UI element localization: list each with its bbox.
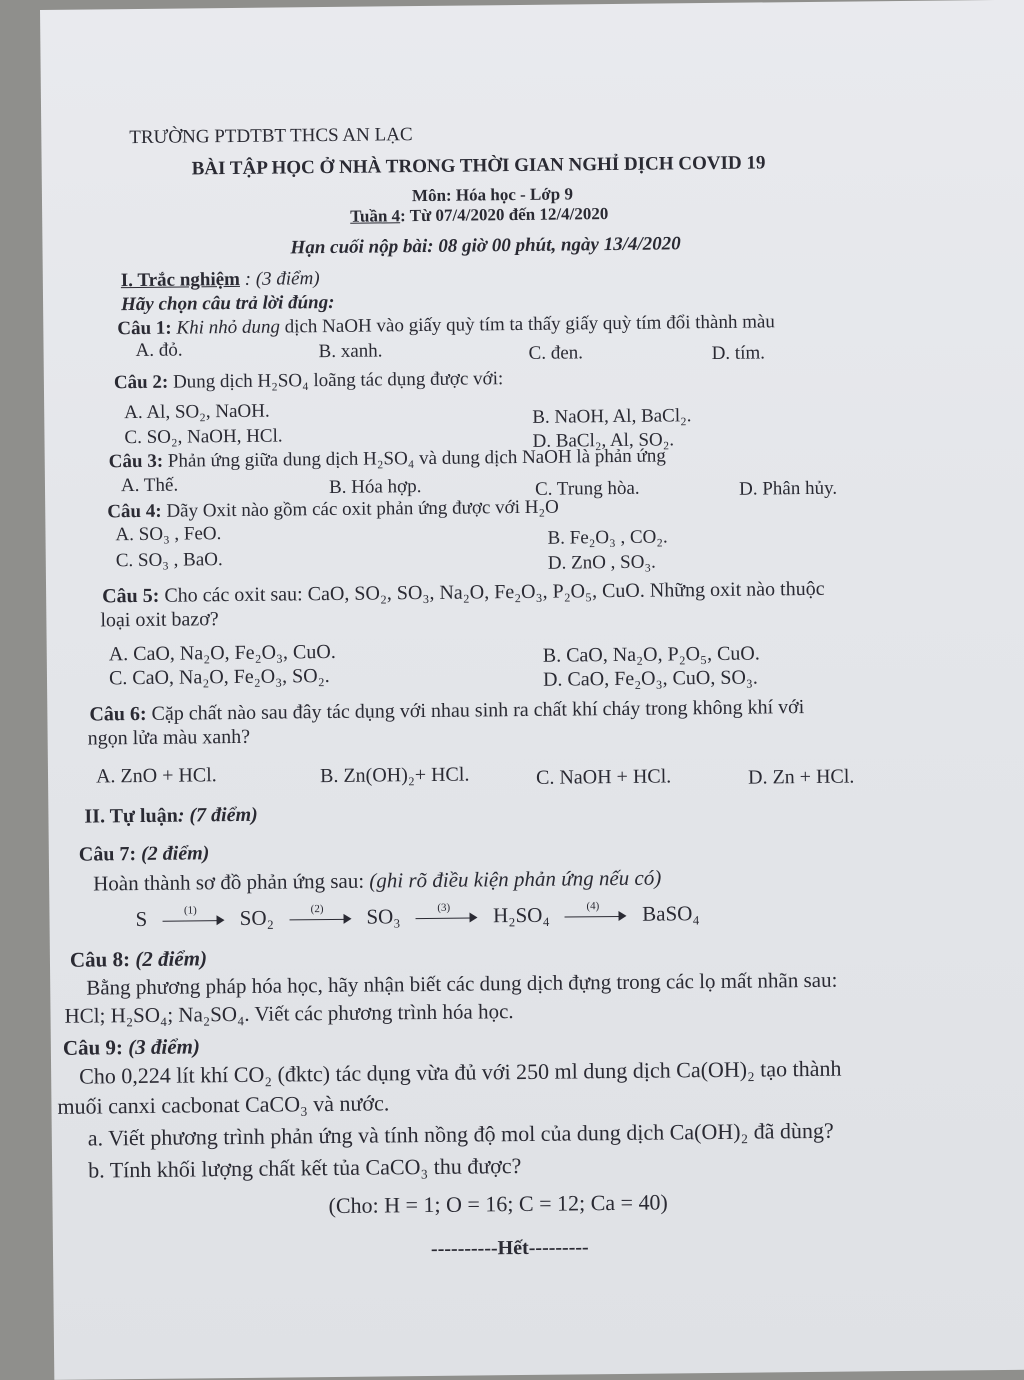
q1-option-a: A. đỏ. (135, 339, 183, 362)
subject-line: Môn: Hóa học - Lớp 9 (411, 184, 574, 206)
q9-label: Câu 9: (62, 1035, 124, 1060)
q7-label: Câu 7: (78, 843, 137, 866)
q5-option-d: D. CaO, Fe₂O₃, CuO, SO₃. (542, 666, 758, 691)
arrow-icon (162, 904, 224, 929)
part1-heading (121, 268, 320, 292)
question-4 (107, 497, 559, 524)
question-3 (109, 445, 666, 473)
q6-text: Cặp chất nào sau đây tác dụng với nhau sinh ra chất khí cháy trong không khí với (146, 696, 805, 725)
part1-title: I. Trắc nghiệm (120, 268, 241, 292)
q9-part-b: b. Tính khối lượng chất kết tủa CaCO₃ thu được? (88, 1153, 522, 1183)
week-dates: : Từ 07/4/2020 đến 12/4/2020 (400, 204, 609, 226)
q4-label: Câu 4: (107, 500, 162, 523)
exam-paper (40, 0, 1024, 1380)
scheme-node-so2: SO₂ (239, 905, 274, 930)
arrow-icon (289, 903, 351, 928)
q9-line-2: muối canxi cacbonat CaCO₃ và nước. (57, 1090, 390, 1119)
part2-title: II. Tự luận (84, 804, 178, 828)
question-8 (70, 946, 207, 972)
question-9 (63, 1034, 200, 1060)
q5-option-c: C. CaO, Na₂O, Fe₂O₃, SO₂. (108, 665, 330, 690)
q3-option-b: B. Hóa hợp. (328, 476, 422, 498)
q7-text-plain: Hoàn thành sơ đồ phản ứng sau: (93, 868, 370, 896)
q2-label: Câu 2: (113, 371, 169, 394)
step-1-label: (1) (183, 904, 197, 917)
q4-option-a: A. SO₃ , FeO. (115, 523, 222, 546)
q5-text-cont: loại oxit bazơ? (100, 608, 219, 632)
q5-text: Cho các oxit sau: CaO, SO₂, SO₃, Na₂O, Fe₂O₃, P₂O₅, CuO. Những oxit nào thuộc (159, 577, 825, 607)
q1-text: dịch NaOH vào giấy quỳ tím ta thấy giấy quỳ tím đổi thành màu (279, 311, 775, 338)
q5-option-b: B. CaO, Na₂O, P₂O₅, CuO. (542, 642, 760, 667)
reaction-scheme (135, 899, 699, 932)
arrow-icon (565, 900, 627, 925)
school-name: TRƯỜNG PTDTBT THCS AN LẠC (129, 124, 413, 149)
q7-instruction (93, 866, 661, 897)
q1-lead: Khi nhỏ dung (176, 316, 281, 339)
q9-line-1: Cho 0,224 lít khí CO₂ (đktc) tác dụng vừa đủ với 250 ml dung dịch Ca(OH)₂ tạo thành (79, 1055, 842, 1089)
q2-text: Dung dịch H₂SO₄ loãng tác dụng được với: (168, 368, 504, 393)
q1-option-b: B. xanh. (318, 340, 383, 363)
scheme-node-s: S (135, 906, 148, 931)
question-7 (79, 842, 210, 866)
q7-text-italic: (ghi rõ điều kiện phản ứng nếu có) (369, 865, 662, 893)
q8-line-1: Bằng phương pháp hóa học, hãy nhận biết các dung dịch đựng trong các lọ mất nhãn sau: (86, 967, 838, 1000)
q3-option-c: C. Trung hòa. (534, 477, 640, 500)
deadline: Hạn cuối nộp bài: 08 giờ 00 phút, ngày 13/4/2020 (290, 233, 681, 259)
q5-option-a: A. CaO, Na₂O, Fe₂O₃, CuO. (108, 640, 336, 666)
q9-points: (3 điểm) (122, 1034, 201, 1060)
q2-option-b: B. NaOH, Al, BaCl₂. (532, 405, 692, 428)
q3-option-d: D. Phân hủy. (738, 477, 838, 500)
q2-option-d: D. BaCl₂, Al, SO₂. (532, 429, 675, 452)
page-title: BÀI TẬP HỌC Ở NHÀ TRONG THỜI GIAN NGHỈ DỊCH COVID 19 (191, 152, 766, 180)
scheme-node-baso4: BaSO₄ (642, 900, 700, 926)
q6-option-b: B. Zn(OH)₂+ HCl. (319, 763, 470, 788)
q4-option-d: D. ZnO , SO₃. (547, 551, 656, 574)
q8-points: (2 điểm) (129, 946, 208, 972)
week-line (350, 204, 608, 227)
q2-option-a: A. Al, SO₂, NaOH. (124, 400, 270, 424)
arrow-icon (416, 901, 478, 927)
scheme-node-h2so4: H₂SO₄ (492, 902, 550, 927)
q4-text: Dãy Oxit nào gồm các oxit phản ứng được với H₂O (161, 496, 559, 522)
q7-points: (2 điểm) (135, 842, 210, 866)
q9-part-a: a. Viết phương trình phản ứng và tính nồng độ mol của dung dịch Ca(OH)₂ đã dùng? (87, 1117, 834, 1151)
q1-label: Câu 1: (117, 317, 172, 340)
q4-option-c: C. SO₃ , BaO. (115, 549, 223, 572)
end-marker: ----------Hết--------- (430, 1236, 589, 1260)
q1-option-c: C. đen. (528, 342, 584, 364)
q6-option-a: A. ZnO + HCl. (95, 764, 217, 788)
q3-label: Câu 3: (108, 450, 164, 473)
q6-text-cont: ngọn lửa màu xanh? (87, 725, 251, 750)
q1-option-d: D. tím. (711, 342, 766, 364)
q4-option-b: B. Fe₂O₃ , CO₂. (547, 526, 668, 549)
q6-option-c: C. NaOH + HCl. (535, 765, 672, 789)
q3-option-a: A. Thế. (120, 474, 179, 497)
q9-given-data: (Cho: H = 1; O = 16; C = 12; Ca = 40) (328, 1189, 668, 1219)
question-2 (114, 368, 504, 394)
question-5 (102, 578, 825, 609)
q3-text: Phản ứng giữa dung dịch H₂SO₄ và dung dịch NaOH là phản ứng (162, 445, 666, 472)
q6-option-d: D. Zn + HCl. (747, 765, 855, 789)
q5-label: Câu 5: (102, 584, 160, 608)
part1-points: : (3 điểm) (239, 268, 320, 290)
part1-instruction: Hãy chọn câu trả lời đúng: (120, 291, 335, 316)
question-6 (89, 696, 804, 726)
week-label: Tuần 4 (350, 206, 401, 226)
step-3-label: (3) (437, 901, 451, 915)
scheme-node-so3: SO₃ (366, 903, 401, 929)
q8-label: Câu 8: (69, 947, 131, 972)
step-4-label: (4) (586, 900, 600, 913)
q2-option-c: C. SO₂, NaOH, HCl. (124, 425, 283, 449)
question-1 (117, 311, 775, 340)
step-2-label: (2) (310, 903, 324, 916)
part2-heading (84, 804, 258, 829)
part2-points: : (7 điểm) (177, 803, 258, 827)
q8-line-2: HCl; H₂SO₄; Na₂SO₄. Viết các phương trình hóa học. (64, 999, 514, 1028)
q6-label: Câu 6: (89, 702, 147, 726)
